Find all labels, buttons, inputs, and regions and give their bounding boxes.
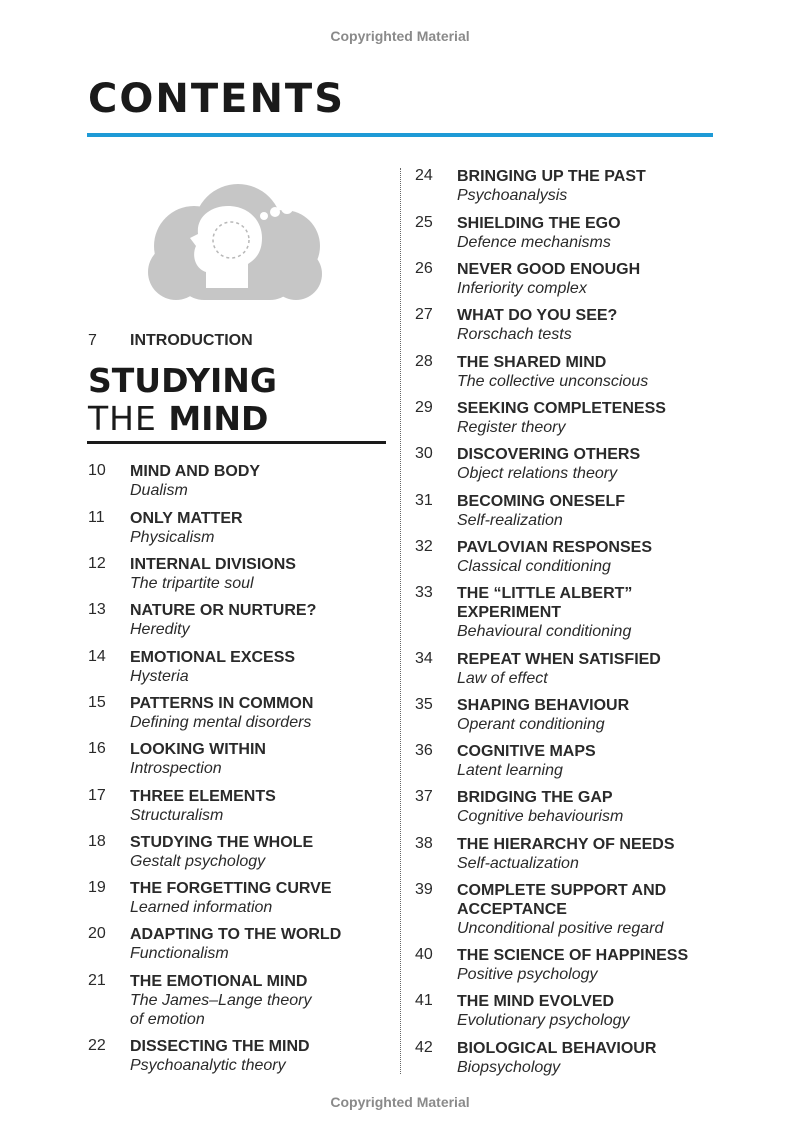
- entry-subtitle: Object relations theory: [457, 465, 618, 482]
- entry-page-number: 21: [88, 972, 106, 989]
- entry-subtitle: Cognitive behaviourism: [457, 808, 624, 825]
- entry-page-number: 12: [88, 555, 106, 572]
- toc-entry[interactable]: [415, 399, 715, 437]
- entry-title: SHAPING BEHAVIOUR: [457, 697, 630, 714]
- entry-page-number: 41: [415, 992, 433, 1009]
- entry-title: THE SCIENCE OF HAPPINESS: [457, 947, 689, 964]
- toc-entry[interactable]: [415, 742, 715, 780]
- entry-title: BRINGING UP THE PAST: [457, 168, 646, 185]
- entry-title: COGNITIVE MAPS: [457, 743, 596, 760]
- entry-title: ONLY MATTER: [130, 510, 243, 527]
- entry-page-number: 20: [88, 925, 106, 942]
- entry-page-number: 29: [415, 399, 433, 416]
- entry-subtitle: Gestalt psychology: [130, 853, 266, 870]
- entry-subtitle: Heredity: [130, 621, 190, 638]
- toc-entry[interactable]: [415, 881, 715, 938]
- entry-page-number: 7: [88, 332, 97, 349]
- toc-entry[interactable]: [415, 584, 715, 641]
- entry-subtitle: Learned information: [130, 899, 273, 916]
- toc-entry[interactable]: [88, 1037, 388, 1075]
- entry-title: NATURE OR NURTURE?: [130, 602, 317, 619]
- entry-subtitle: Psychoanalysis: [457, 187, 568, 204]
- toc-entry[interactable]: [415, 167, 715, 205]
- entry-page-number: 27: [415, 306, 433, 323]
- entry-page-number: 24: [415, 167, 433, 184]
- entry-subtitle: Defence mechanisms: [457, 234, 611, 251]
- entry-subtitle: Behavioural conditioning: [457, 623, 632, 640]
- entry-title: BRIDGING THE GAP: [457, 789, 613, 806]
- toc-entry[interactable]: [415, 1039, 715, 1077]
- copyright-notice-top: Copyrighted Material: [330, 28, 470, 44]
- entry-subtitle: Classical conditioning: [457, 558, 611, 575]
- toc-entry[interactable]: [415, 946, 715, 984]
- copyright-notice-bottom: Copyrighted Material: [330, 1094, 470, 1110]
- section-heading: [88, 362, 277, 438]
- entry-title: REPEAT WHEN SATISFIED: [457, 651, 661, 668]
- entry-page-number: 11: [88, 509, 105, 526]
- entry-page-number: 25: [415, 214, 433, 231]
- entry-title: LOOKING WITHIN: [130, 741, 266, 758]
- entry-page-number: 10: [88, 462, 106, 479]
- toc-entry[interactable]: [88, 555, 388, 593]
- entry-page-number: 42: [415, 1039, 433, 1056]
- entry-title: SHIELDING THE EGO: [457, 215, 621, 232]
- entry-title: BIOLOGICAL BEHAVIOUR: [457, 1040, 657, 1057]
- entry-page-number: 34: [415, 650, 433, 667]
- entry-title: INTERNAL DIVISIONS: [130, 556, 296, 573]
- toc-entry[interactable]: [415, 538, 715, 576]
- toc-entry[interactable]: [415, 696, 715, 734]
- toc-entry-introduction[interactable]: [88, 331, 388, 350]
- entry-page-number: 28: [415, 353, 433, 370]
- entry-page-number: 26: [415, 260, 433, 277]
- entry-subtitle: The tripartite soul: [130, 575, 254, 592]
- toc-entry[interactable]: [415, 650, 715, 688]
- toc-entry[interactable]: [415, 260, 715, 298]
- entry-page-number: 38: [415, 835, 433, 852]
- entry-title: THREE ELEMENTS: [130, 788, 276, 805]
- entry-subtitle: The James–Lange theory: [130, 992, 312, 1009]
- entry-subtitle: Functionalism: [130, 945, 229, 962]
- section-heading-light: THE: [88, 399, 169, 438]
- entry-subtitle: Self-realization: [457, 512, 563, 529]
- entry-subtitle: Hysteria: [130, 668, 189, 685]
- entry-title: THE MIND EVOLVED: [457, 993, 615, 1010]
- entry-title: THE “LITTLE ALBERT”: [457, 585, 633, 602]
- column-divider: [400, 168, 401, 1074]
- toc-entry[interactable]: [88, 740, 388, 778]
- entry-page-number: 40: [415, 946, 433, 963]
- entry-subtitle: Self-actualization: [457, 855, 579, 872]
- entry-title: SEEKING COMPLETENESS: [457, 400, 666, 417]
- section-rule: [87, 441, 386, 444]
- entry-title: PAVLOVIAN RESPONSES: [457, 539, 652, 556]
- entry-title: MIND AND BODY: [130, 463, 261, 480]
- entry-title: PATTERNS IN COMMON: [130, 695, 314, 712]
- entry-title: INTRODUCTION: [130, 332, 253, 349]
- entry-subtitle: Introspection: [130, 760, 222, 777]
- toc-entry[interactable]: [415, 788, 715, 826]
- toc-entry[interactable]: [415, 214, 715, 252]
- entry-subtitle: Physicalism: [130, 529, 215, 546]
- entry-title: ADAPTING TO THE WORLD: [130, 926, 342, 943]
- toc-entry[interactable]: [88, 879, 388, 917]
- entry-subtitle: Unconditional positive regard: [457, 920, 664, 937]
- entry-subtitle: Positive psychology: [457, 966, 598, 983]
- toc-entry[interactable]: [88, 509, 388, 547]
- entry-title: THE HIERARCHY OF NEEDS: [457, 836, 675, 853]
- toc-entry[interactable]: [415, 445, 715, 483]
- entry-title: THE EMOTIONAL MIND: [130, 973, 308, 990]
- entry-page-number: 31: [415, 492, 433, 509]
- section-heading-bold: MIND: [168, 399, 269, 438]
- entry-subtitle: Biopsychology: [457, 1059, 561, 1076]
- entry-title: BECOMING ONESELF: [457, 493, 626, 510]
- toc-entry[interactable]: [88, 972, 388, 1029]
- entry-page-number: 17: [88, 787, 106, 804]
- entry-subtitle: Rorschach tests: [457, 326, 572, 343]
- toc-entry[interactable]: [415, 992, 715, 1030]
- entry-subtitle: Operant conditioning: [457, 716, 605, 733]
- entry-subtitle: Defining mental disorders: [130, 714, 312, 731]
- entry-page-number: 32: [415, 538, 433, 555]
- entry-title: STUDYING THE WHOLE: [130, 834, 314, 851]
- entry-subtitle-continued: of emotion: [130, 1011, 205, 1028]
- toc-entry[interactable]: [415, 835, 715, 873]
- entry-title: WHAT DO YOU SEE?: [457, 307, 618, 324]
- title-rule: [87, 133, 713, 137]
- entry-page-number: 22: [88, 1037, 106, 1054]
- entry-page-number: 19: [88, 879, 106, 896]
- entry-page-number: 15: [88, 694, 106, 711]
- entry-page-number: 36: [415, 742, 433, 759]
- entry-title: DISCOVERING OTHERS: [457, 446, 641, 463]
- entry-subtitle: Latent learning: [457, 762, 563, 779]
- entry-subtitle: Psychoanalytic theory: [130, 1057, 286, 1074]
- entry-page-number: 16: [88, 740, 106, 757]
- entry-subtitle: Evolutionary psychology: [457, 1012, 630, 1029]
- toc-entry[interactable]: [88, 925, 388, 963]
- toc-entry[interactable]: [88, 787, 388, 825]
- entry-page-number: 14: [88, 648, 106, 665]
- entry-title-continued: EXPERIMENT: [457, 604, 562, 621]
- head-in-thought-cloud-icon: [146, 184, 326, 310]
- entry-page-number: 18: [88, 833, 106, 850]
- entry-title: DISSECTING THE MIND: [130, 1038, 310, 1055]
- entry-subtitle: Register theory: [457, 419, 566, 436]
- entry-page-number: 37: [415, 788, 433, 805]
- entry-subtitle: Law of effect: [457, 670, 548, 687]
- toc-entry[interactable]: [88, 462, 388, 500]
- entry-title: COMPLETE SUPPORT AND: [457, 882, 667, 899]
- entry-title: THE FORGETTING CURVE: [130, 880, 332, 897]
- entry-page-number: 39: [415, 881, 433, 898]
- entry-subtitle: The collective unconscious: [457, 373, 649, 390]
- toc-entry[interactable]: [415, 306, 715, 344]
- entry-title: EMOTIONAL EXCESS: [130, 649, 296, 666]
- entry-page-number: 13: [88, 601, 106, 618]
- entry-subtitle: Dualism: [130, 482, 188, 499]
- entry-subtitle: Structuralism: [130, 807, 224, 824]
- toc-entry[interactable]: [415, 353, 715, 391]
- toc-entry[interactable]: [88, 601, 388, 639]
- entry-title: THE SHARED MIND: [457, 354, 607, 371]
- entry-subtitle: Inferiority complex: [457, 280, 587, 297]
- toc-entry[interactable]: [88, 648, 388, 686]
- entry-title: NEVER GOOD ENOUGH: [457, 261, 641, 278]
- toc-entry[interactable]: [88, 694, 388, 732]
- entry-page-number: 30: [415, 445, 433, 462]
- entry-page-number: 33: [415, 584, 433, 601]
- toc-entry[interactable]: [415, 492, 715, 530]
- toc-entry[interactable]: [88, 833, 388, 871]
- entry-title-continued: ACCEPTANCE: [457, 901, 567, 918]
- entry-page-number: 35: [415, 696, 433, 713]
- page-title: CONTENTS: [88, 76, 346, 122]
- section-heading-line1: STUDYING: [88, 361, 277, 400]
